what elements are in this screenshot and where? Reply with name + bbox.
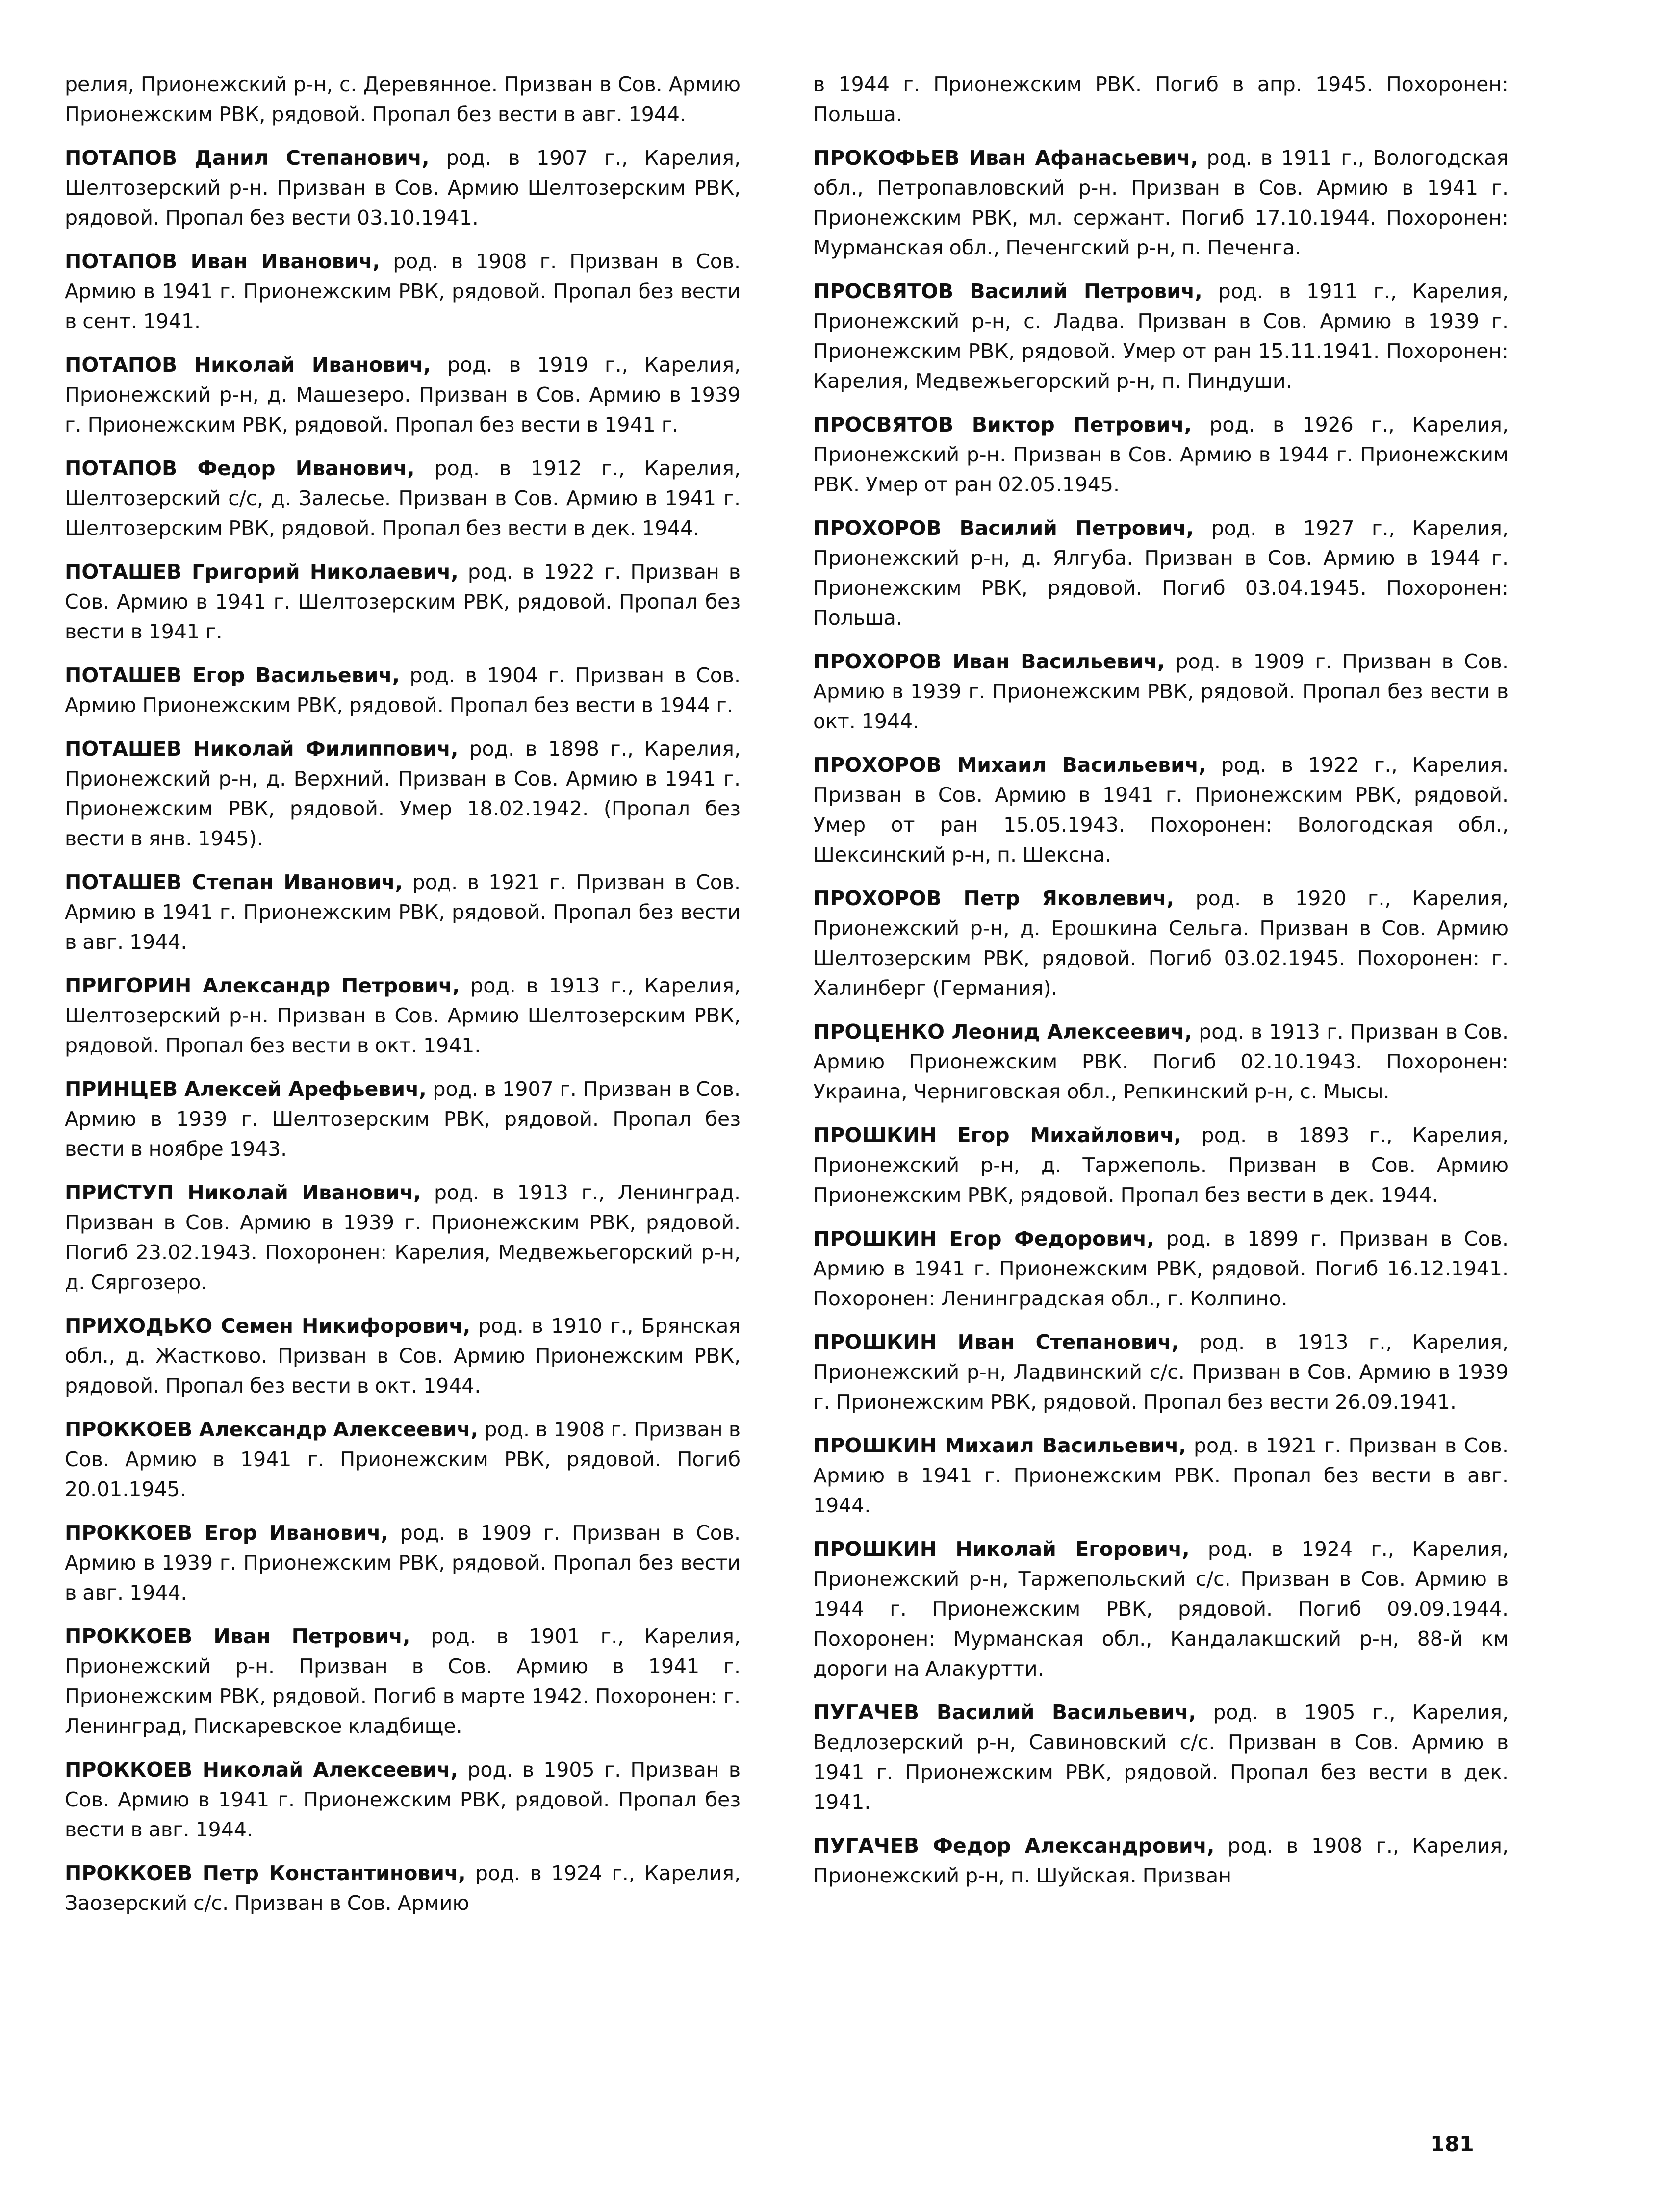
entry-name: ПРОШКИН Михаил Васильевич, xyxy=(813,1434,1186,1457)
entry-text: род. в 1909 г. Призван в Сов. Армию в 1939 г. Прионежским РВК, рядовой. Пропал без вести в окт. 1944. xyxy=(813,650,1509,733)
entry xyxy=(65,1518,741,1608)
entry-name: ПРИСТУП Николай Иванович, xyxy=(65,1181,421,1204)
entry-text: род. в 1905 г. Призван в Сов. Армию в 1941 г. Прионежским РВК, рядовой. Пропал без вести в авг. 1944. xyxy=(65,1758,741,1841)
entry-name: ПРОККОЕВ Петр Константинович, xyxy=(65,1861,466,1885)
entry xyxy=(813,1431,1509,1521)
entry-name: ПРОХОРОВ Михаил Васильевич, xyxy=(813,753,1206,777)
entry-text: род. в 1921 г. Призван в Сов. Армию в 1941 г. Прионежским РВК, рядовой. Пропал без вести в авг. 1944. xyxy=(65,870,741,954)
entry-text: род. в 1908 г., Карелия, Прионежский р-н, п. Шуйская. Призван xyxy=(813,1834,1509,1887)
entry-name: ПРОЦЕНКО Леонид Алексеевич, xyxy=(813,1020,1192,1043)
entry-text: род. в 1901 г., Карелия, Прионежский р-н. Призван в Сов. Армию в 1941 г. Прионежским РВК, рядовой. Погиб в марте 1942. Похоронен: г. Ленинград, Пискаревское кладбище. xyxy=(65,1625,741,1738)
entry-name: ПРОСВЯТОВ Виктор Петрович, xyxy=(813,413,1192,436)
entry-name: ПРОККОЕВ Александр Алексеевич, xyxy=(65,1418,479,1441)
entry-text: род. в 1908 г. Призван в Сов. Армию в 1941 г. Прионежским РВК, рядовой. Погиб 20.01.1945. xyxy=(65,1418,741,1501)
entry-name: ПРОКОФЬЕВ Иван Афанасьевич, xyxy=(813,146,1199,170)
entry xyxy=(813,1534,1509,1684)
entry-text: род. в 1924 г., Карелия, Заозерский с/с. Призван в Сов. Армию xyxy=(65,1861,741,1915)
entry-name: ПРОШКИН Егор Михайлович, xyxy=(813,1123,1182,1147)
entry-name: ПРОХОРОВ Иван Васильевич, xyxy=(813,650,1165,673)
entry-text: род. в 1907 г. Призван в Сов. Армию в 1939 г. Шелтозерским РВК, рядовой. Пропал без вести в ноябре 1943. xyxy=(65,1077,741,1161)
entry xyxy=(65,454,741,543)
entry xyxy=(813,1698,1509,1817)
entry-text: род. в 1926 г., Карелия, Прионежский р-н. Призван в Сов. Армию в 1944 г. Прионежским РВК. Умер от ран 02.05.1945. xyxy=(813,413,1509,496)
entry xyxy=(813,513,1509,633)
entry-text: род. в 1911 г., Вологодская обл., Петропавловский р-н. Призван в Сов. Армию в 1941 г. Прионежским РВК, мл. сержант. Погиб 17.10.1944. Похоронен: Мурманская обл., Печенгский р-н, п. Печенга. xyxy=(813,146,1509,259)
entry xyxy=(813,1017,1509,1107)
entry xyxy=(65,1178,741,1297)
entry xyxy=(813,1224,1509,1314)
entry xyxy=(65,1415,741,1504)
entry-name: ПОТАШЕВ Егор Васильевич, xyxy=(65,663,400,687)
entry xyxy=(813,1327,1509,1417)
entry xyxy=(813,277,1509,396)
entry xyxy=(65,247,741,336)
continuation-text: в 1944 г. Прионежским РВК. Погиб в апр. 1945. Похоронен: Польша. xyxy=(813,73,1509,126)
entry-name: ПРИНЦЕВ Алексей Арефьевич, xyxy=(65,1077,427,1101)
entry-text: род. в 1908 г. Призван в Сов. Армию в 1941 г. Прионежским РВК, рядовой. Пропал без вести в сент. 1941. xyxy=(65,250,741,333)
entry xyxy=(813,884,1509,1003)
entry-name: ПРОККОЕВ Иван Петрович, xyxy=(65,1625,410,1648)
entry-name: ПОТАШЕВ Григорий Николаевич, xyxy=(65,560,459,584)
entry-name: ПРИХОДЬКО Семен Никифорович, xyxy=(65,1314,471,1338)
entry xyxy=(813,1831,1509,1891)
entry-name: ПРОККОЕВ Егор Иванович, xyxy=(65,1521,389,1545)
entry-text: род. в 1920 г., Карелия, Прионежский р-н, д. Ерошкина Сельга. Призван в Сов. Армию Шелтозерским РВК, рядовой. Погиб 03.02.1945. Похоронен: г. Халинберг (Германия). xyxy=(813,887,1509,1000)
entry xyxy=(65,867,741,957)
entry-name: ПОТАПОВ Федор Иванович, xyxy=(65,457,415,480)
entry-text: род. в 1913 г. Призван в Сов. Армию Прионежским РВК. Погиб 02.10.1943. Похоронен: Украина, Черниговская обл., Репкинский р-н, с. Мысы. xyxy=(813,1020,1509,1103)
entry xyxy=(65,971,741,1061)
entry xyxy=(65,734,741,854)
entry xyxy=(813,750,1509,870)
entry-text: род. в 1913 г., Ленинград. Призван в Сов. Армию в 1939 г. Прионежским РВК, рядовой. Погиб 23.02.1943. Похоронен: Карелия, Медвежьегорский р-н, д. Сяргозеро. xyxy=(65,1181,741,1294)
entry-text: род. в 1909 г. Призван в Сов. Армию в 1939 г. Прионежским РВК, рядовой. Пропал без вести в авг. 1944. xyxy=(65,1521,741,1604)
entry-text: род. в 1911 г., Карелия, Прионежский р-н, с. Ладва. Призван в Сов. Армию в 1939 г. Прионежским РВК, рядовой. Умер от ран 15.11.1941. Похоронен: Карелия, Медвежьегорский р-н, п. Пиндуши. xyxy=(813,280,1509,393)
entry xyxy=(813,1120,1509,1210)
entry-text: род. в 1922 г., Карелия. Призван в Сов. Армию в 1941 г. Прионежским РВК, рядовой. Умер от ран 15.05.1943. Похоронен: Вологодская обл., Шексинский р-н, п. Шексна. xyxy=(813,753,1509,866)
entry xyxy=(65,1755,741,1845)
page-number: 181 xyxy=(1430,2132,1474,2157)
entry-text: род. в 1910 г., Брянская обл., д. Жастково. Призван в Сов. Армию Прионежским РВК, рядовой. Пропал без вести в окт. 1944. xyxy=(65,1314,741,1398)
entry-text: род. в 1913 г., Карелия, Шелтозерский р-н. Призван в Сов. Армию Шелтозерским РВК, рядовой. Пропал без вести в окт. 1941. xyxy=(65,974,741,1057)
entry-name: ПРОШКИН Иван Степанович, xyxy=(813,1330,1179,1354)
entry xyxy=(65,661,741,720)
entry-name: ПУГАЧЕВ Василий Васильевич, xyxy=(813,1701,1197,1724)
entry-name: ПОТАШЕВ Николай Филиппович, xyxy=(65,737,459,761)
entry-name: ПОТАШЕВ Степан Иванович, xyxy=(65,870,403,894)
entry-name: ПОТАПОВ Николай Иванович, xyxy=(65,353,431,377)
entry-text: род. в 1927 г., Карелия, Прионежский р-н, д. Ялгуба. Призван в Сов. Армию в 1944 г. Прионежским РВК, рядовой. Погиб 03.04.1945. Похоронен: Польша. xyxy=(813,516,1509,630)
entry-name: ПРИГОРИН Александр Петрович, xyxy=(65,974,460,997)
entry-text: род. в 1907 г., Карелия, Шелтозерский р-н. Призван в Сов. Армию Шелтозерским РВК, рядовой. Пропал без вести 03.10.1941. xyxy=(65,146,741,229)
continuation-text: релия, Прионежский р-н, с. Деревянное. Призван в Сов. Армию Прионежским РВК, рядовой. Пропал без вести в авг. 1944. xyxy=(65,73,741,126)
entries-list xyxy=(65,143,741,1918)
entry xyxy=(65,1074,741,1164)
entry-text: род. в 1921 г. Призван в Сов. Армию в 1941 г. Прионежским РВК. Пропал без вести в авг. 1944. xyxy=(813,1434,1509,1517)
entry-text: род. в 1922 г. Призван в Сов. Армию в 1941 г. Шелтозерским РВК, рядовой. Пропал без вести в 1941 г. xyxy=(65,560,741,643)
entry xyxy=(65,1622,741,1741)
entry-name: ПОТАПОВ Иван Иванович, xyxy=(65,250,381,273)
entry xyxy=(65,1311,741,1401)
entry-text: род. в 1904 г. Призван в Сов. Армию Прионежским РВК, рядовой. Пропал без вести в 1944 г. xyxy=(65,663,741,717)
entry-name: ПРОСВЯТОВ Василий Петрович, xyxy=(813,280,1202,303)
entry xyxy=(65,557,741,647)
entry-text: род. в 1905 г., Карелия, Ведлозерский р-н, Савиновский с/с. Призван в Сов. Армию в 1941 г. Прионежским РВК, рядовой. Пропал без вести в дек. 1941. xyxy=(813,1701,1509,1814)
entry-name: ПРОШКИН Николай Егорович, xyxy=(813,1537,1190,1561)
entry-text: род. в 1919 г., Карелия, Прионежский р-н, д. Машезеро. Призван в Сов. Армию в 1939 г. Прионежским РВК, рядовой. Пропал без вести в 1941 г. xyxy=(65,353,741,436)
entry-text: род. в 1924 г., Карелия, Прионежский р-н, Таржепольский с/с. Призван в Сов. Армию в 1944 г. Прионежским РВК, рядовой. Погиб 09.09.1944. Похоронен: Мурманская обл., Кандалакшский р-н, 88-й км дороги на Алакуртти. xyxy=(813,1537,1509,1680)
entries-list xyxy=(813,143,1509,1891)
entry-name: ПРОККОЕВ Николай Алексеевич, xyxy=(65,1758,459,1781)
entry xyxy=(65,1858,741,1918)
entry-text: род. в 1899 г. Призван в Сов. Армию в 1941 г. Прионежским РВК, рядовой. Погиб 16.12.1941. Похоронен: Ленинградская обл., г. Колпино. xyxy=(813,1227,1509,1310)
entry-text: род. в 1893 г., Карелия, Прионежский р-н, д. Таржеполь. Призван в Сов. Армию Прионежским РВК, рядовой. Пропал без вести в дек. 1944. xyxy=(813,1123,1509,1207)
entry-name: ПРОХОРОВ Петр Яковлевич, xyxy=(813,887,1175,910)
entry-name: ПРОШКИН Егор Федорович, xyxy=(813,1227,1154,1250)
entry-text: род. в 1912 г., Карелия, Шелтозерский с/с, д. Залесье. Призван в Сов. Армию в 1941 г. Шелтозерским РВК, рядовой. Пропал без вести в дек. 1944. xyxy=(65,457,741,540)
entry xyxy=(813,410,1509,500)
entry xyxy=(65,350,741,440)
left-column xyxy=(65,70,741,1932)
entry-name: ПУГАЧЕВ Федор Александрович, xyxy=(813,1834,1215,1857)
entry xyxy=(813,143,1509,263)
right-column xyxy=(813,70,1509,1905)
entry-name: ПОТАПОВ Данил Степанович, xyxy=(65,146,430,170)
entry xyxy=(813,647,1509,737)
entry-text: род. в 1913 г., Карелия, Прионежский р-н, Ладвинский с/с. Призван в Сов. Армию в 1939 г. Прионежским РВК, рядовой. Пропал без вести 26.09.1941. xyxy=(813,1330,1509,1414)
entry-text: род. в 1898 г., Карелия, Прионежский р-н, д. Верхний. Призван в Сов. Армию в 1941 г. Прионежским РВК, рядовой. Умер 18.02.1942. (Пропал без вести в янв. 1945). xyxy=(65,737,741,850)
entry xyxy=(65,143,741,233)
entry-name: ПРОХОРОВ Василий Петрович, xyxy=(813,516,1194,540)
